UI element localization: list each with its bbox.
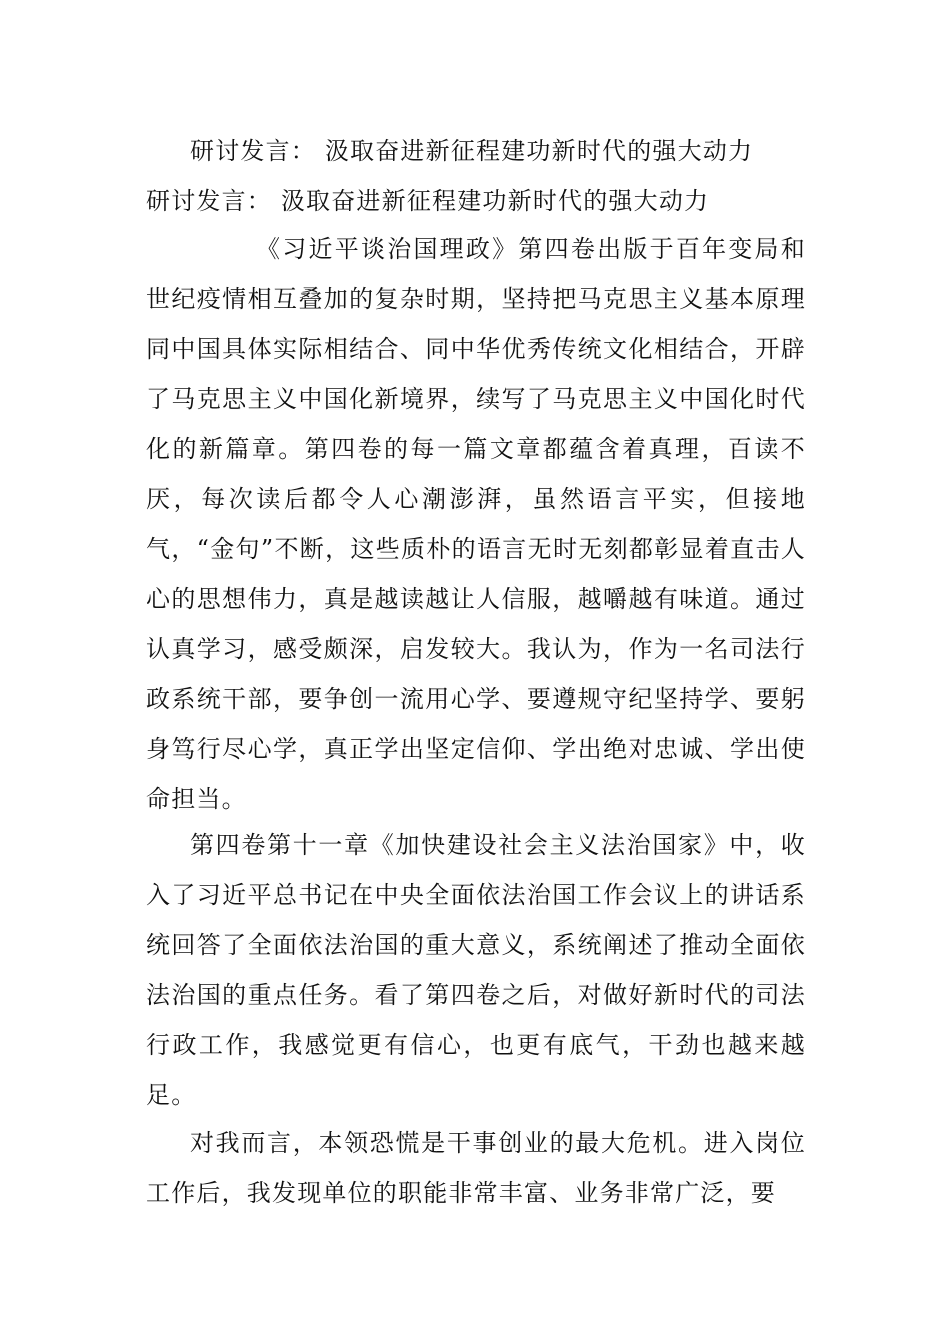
document-title-line-1: 研讨发言： 汲取奋进新征程建功新时代的强大动力 xyxy=(190,137,754,165)
paragraph-1: 《习近平谈治国理政》第四卷出版于百年变局和世纪疫情相互叠加的复杂时期，坚持把马克思主义基本原理同中国具体实际相结合、同中华优秀传统文化相结合，开辟了马克思主义中国化新境界，续写了马克思主义中国化时代化的新篇章。第四卷的每一篇文章都蕴含着真理，百读不厌，每次读后都令人心潮澎湃，虽然语言平实，但接地气，“金句”不断，这些质朴的语言无时无刻都彰显着直击人心的思想伟力，真是越读越让人信服，越嚼越有味道。通过认真学习，感受颇深，启发较大。我认为，作为一名司法行政系统干部，要争创一流用心学、要遵规守纪坚持学、要躬身笃行尽心学，真正学出坚定信仰、学出绝对忠诚、学出使命担当。 xyxy=(146,235,806,813)
paragraph-3: 对我而言，本领恐慌是干事创业的最大危机。进入岗位工作后，我发现单位的职能非常丰富、业务非常广泛，要 xyxy=(146,1129,806,1207)
document-title-line-2: 研讨发言： 汲取奋进新征程建功新时代的强大动力 xyxy=(146,187,710,215)
paragraph-2: 第四卷第十一章《加快建设社会主义法治国家》中，收入了习近平总书记在中央全面依法治国工作会议上的讲话系统回答了全面依法治国的重大意义，系统阐述了推动全面依法治国的重点任务。看了第四卷之后，对做好新时代的司法行政工作，我感觉更有信心，也更有底气，干劲也越来越足。 xyxy=(146,831,806,1109)
